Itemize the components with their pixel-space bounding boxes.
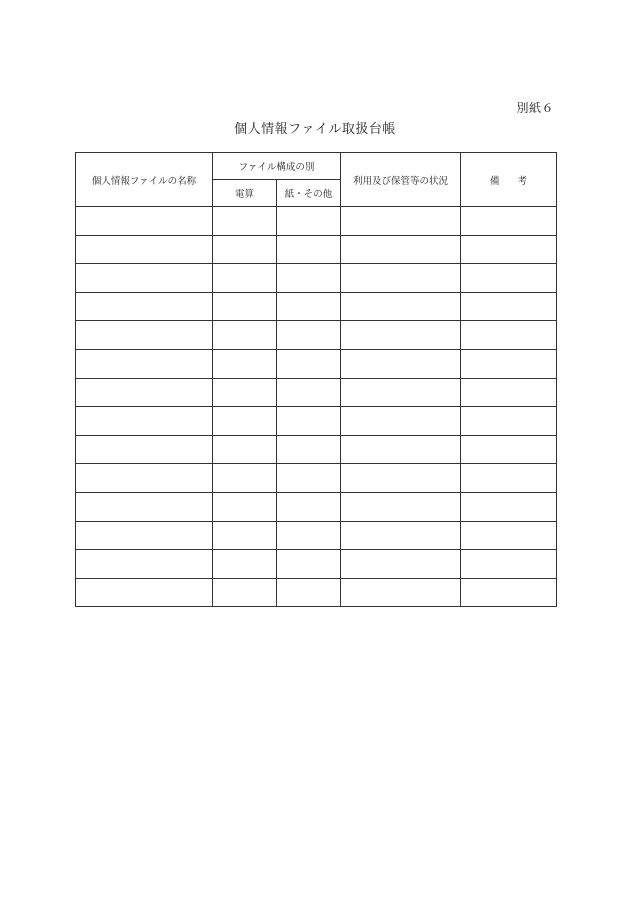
cell-paper-other[interactable] [277, 207, 341, 236]
table-row [76, 435, 557, 464]
cell-file-name[interactable] [76, 435, 213, 464]
cell-remarks[interactable] [461, 550, 557, 579]
cell-file-name[interactable] [76, 407, 213, 436]
cell-usage-storage[interactable] [341, 407, 461, 436]
table-row [76, 521, 557, 550]
cell-file-name[interactable] [76, 521, 213, 550]
cell-electronic[interactable] [213, 407, 277, 436]
header-file-name: 個人情報ファイルの名称 [76, 153, 213, 207]
cell-electronic[interactable] [213, 464, 277, 493]
cell-file-name[interactable] [76, 292, 213, 321]
cell-paper-other[interactable] [277, 235, 341, 264]
cell-usage-storage[interactable] [341, 378, 461, 407]
document-title: 個人情報ファイル取扱台帳 [234, 122, 396, 137]
cell-file-name[interactable] [76, 349, 213, 378]
cell-electronic[interactable] [213, 492, 277, 521]
cell-paper-other[interactable] [277, 550, 341, 579]
cell-remarks[interactable] [461, 435, 557, 464]
cell-usage-storage[interactable] [341, 492, 461, 521]
cell-paper-other[interactable] [277, 264, 341, 293]
table-row [76, 464, 557, 493]
cell-remarks[interactable] [461, 349, 557, 378]
cell-electronic[interactable] [213, 349, 277, 378]
cell-paper-other[interactable] [277, 407, 341, 436]
cell-paper-other[interactable] [277, 492, 341, 521]
cell-remarks[interactable] [461, 321, 557, 350]
cell-remarks[interactable] [461, 464, 557, 493]
cell-remarks[interactable] [461, 264, 557, 293]
cell-paper-other[interactable] [277, 521, 341, 550]
header-usage-storage: 利用及び保管等の状況 [341, 153, 461, 207]
cell-file-name[interactable] [76, 578, 213, 607]
cell-paper-other[interactable] [277, 349, 341, 378]
cell-remarks[interactable] [461, 521, 557, 550]
cell-usage-storage[interactable] [341, 550, 461, 579]
cell-usage-storage[interactable] [341, 578, 461, 607]
table-row [76, 292, 557, 321]
cell-file-name[interactable] [76, 492, 213, 521]
cell-file-name[interactable] [76, 235, 213, 264]
cell-electronic[interactable] [213, 207, 277, 236]
cell-usage-storage[interactable] [341, 349, 461, 378]
table-row [76, 235, 557, 264]
cell-file-name[interactable] [76, 378, 213, 407]
cell-usage-storage[interactable] [341, 235, 461, 264]
cell-file-name[interactable] [76, 464, 213, 493]
cell-remarks[interactable] [461, 378, 557, 407]
cell-file-name[interactable] [76, 264, 213, 293]
cell-usage-storage[interactable] [341, 207, 461, 236]
cell-remarks[interactable] [461, 407, 557, 436]
cell-usage-storage[interactable] [341, 264, 461, 293]
cell-remarks[interactable] [461, 235, 557, 264]
cell-paper-other[interactable] [277, 435, 341, 464]
cell-paper-other[interactable] [277, 464, 341, 493]
cell-file-name[interactable] [76, 550, 213, 579]
table-row [76, 207, 557, 236]
cell-file-name[interactable] [76, 207, 213, 236]
table-row [76, 321, 557, 350]
table-row [76, 578, 557, 607]
cell-usage-storage[interactable] [341, 435, 461, 464]
cell-usage-storage[interactable] [341, 292, 461, 321]
header-file-type-group: ファイル構成の別 [213, 153, 341, 180]
cell-electronic[interactable] [213, 550, 277, 579]
cell-remarks[interactable] [461, 207, 557, 236]
header-electronic: 電算 [213, 180, 277, 207]
attachment-label: 別紙６ [516, 101, 554, 115]
cell-paper-other[interactable] [277, 292, 341, 321]
header-remarks: 備考 [461, 153, 557, 207]
table-row [76, 378, 557, 407]
header-paper-other: 紙・その他 [277, 180, 341, 207]
cell-remarks[interactable] [461, 578, 557, 607]
cell-paper-other[interactable] [277, 321, 341, 350]
table-row [76, 492, 557, 521]
cell-paper-other[interactable] [277, 378, 341, 407]
cell-usage-storage[interactable] [341, 321, 461, 350]
cell-electronic[interactable] [213, 235, 277, 264]
table-row [76, 349, 557, 378]
cell-file-name[interactable] [76, 321, 213, 350]
cell-electronic[interactable] [213, 264, 277, 293]
cell-electronic[interactable] [213, 292, 277, 321]
cell-electronic[interactable] [213, 521, 277, 550]
table-row [76, 264, 557, 293]
ledger-body [76, 207, 557, 607]
ledger-table [75, 152, 557, 607]
cell-electronic[interactable] [213, 435, 277, 464]
cell-usage-storage[interactable] [341, 464, 461, 493]
cell-electronic[interactable] [213, 378, 277, 407]
cell-usage-storage[interactable] [341, 521, 461, 550]
table-row [76, 550, 557, 579]
cell-electronic[interactable] [213, 321, 277, 350]
cell-paper-other[interactable] [277, 578, 341, 607]
cell-remarks[interactable] [461, 492, 557, 521]
cell-electronic[interactable] [213, 578, 277, 607]
table-row [76, 407, 557, 436]
cell-remarks[interactable] [461, 292, 557, 321]
